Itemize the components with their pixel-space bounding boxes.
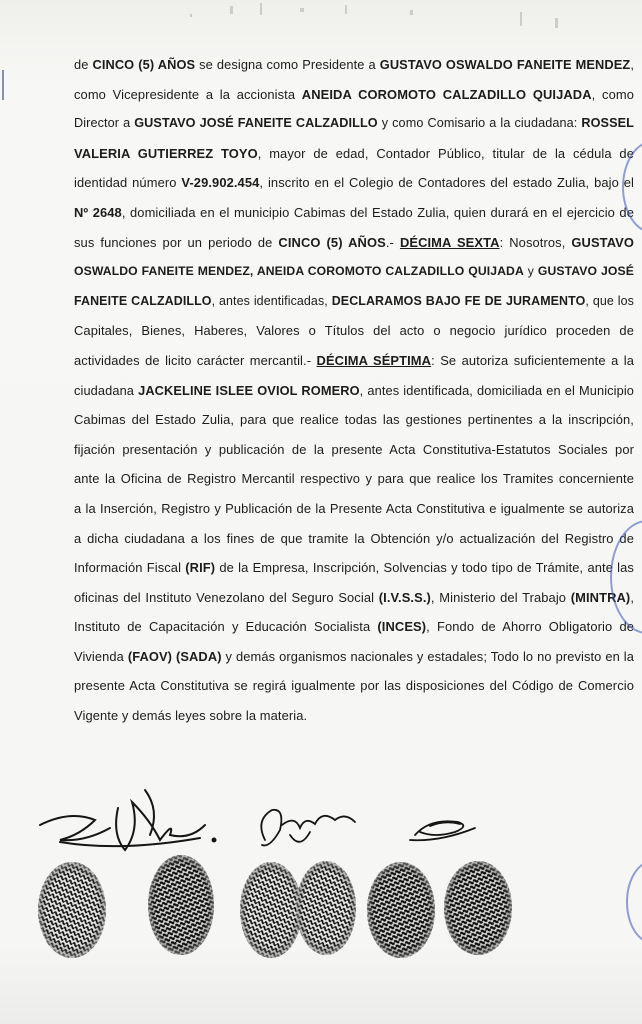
text-segment: , antes identificada, domiciliada en el Municipio bbox=[359, 382, 634, 398]
text-segment: (INCES) bbox=[377, 619, 427, 635]
text-segment: se designa como Presidente a bbox=[195, 57, 380, 72]
text-segment: JACKELINE ISLEE OVIOL ROMERO bbox=[138, 382, 360, 398]
text-segment: ROSSEL bbox=[581, 116, 635, 131]
text-line bbox=[74, 228, 634, 258]
text-line bbox=[74, 50, 634, 80]
text-segment: DECLARAMOS BAJO FE DE JURAMENTO bbox=[331, 293, 586, 308]
text-segment: V-29.902.454 bbox=[181, 175, 260, 191]
text-segment: , mayor de edad, Contador Público, titular de la cédula de bbox=[257, 145, 634, 161]
text-line bbox=[74, 435, 634, 465]
text-segment: sus funciones por un periodo de bbox=[74, 234, 279, 250]
text-line bbox=[74, 287, 634, 317]
text-segment: VALERIA GUTIERREZ TOYO bbox=[74, 145, 258, 161]
text-segment: Capitales, Bienes, Haberes, Valores o Títulos del acto o negocio jurídico proceden de bbox=[74, 323, 634, 339]
text-segment: : Se autoriza suficientemente a la bbox=[431, 352, 635, 368]
text-segment: fijación presentación y publicación de la presente Acta Constitutiva-Estatutos Sociales por bbox=[74, 441, 634, 457]
signatures-and-fingerprints bbox=[0, 780, 642, 1000]
text-line bbox=[74, 494, 634, 524]
text-segment: FANEITE CALZADILLO bbox=[74, 293, 212, 308]
text-segment: , bbox=[630, 57, 634, 72]
text-segment: ante la Oficina de Registro Mercantil respectivo y para que realice los Tramites concerniente bbox=[74, 471, 634, 487]
text-line bbox=[74, 168, 634, 198]
text-segment: Instituto de Capacitación y Educación Socialista bbox=[74, 619, 378, 635]
text-line bbox=[74, 701, 634, 731]
text-segment: Información Fiscal bbox=[74, 560, 186, 576]
text-segment: , bbox=[630, 589, 634, 605]
text-segment: (RIF) bbox=[185, 560, 216, 576]
text-segment: CINCO (5) AÑOS bbox=[92, 57, 196, 72]
text-line bbox=[74, 671, 634, 701]
text-segment: , Ministerio del Trabajo bbox=[430, 589, 571, 605]
text-segment: OSWALDO FANEITE MENDEZ, ANEIDA COROMOTO CALZADILLO QUIJADA bbox=[74, 264, 524, 279]
text-segment: Director a bbox=[74, 116, 135, 131]
text-segment: Vivienda bbox=[74, 648, 128, 664]
text-line bbox=[74, 376, 634, 406]
text-segment: Cabimas del Estado Zulia, para que realice todas las gestiones pertinentes a la inscripción, bbox=[74, 412, 634, 428]
text-segment: ANEIDA COROMOTO CALZADILLO QUIJADA bbox=[301, 86, 592, 102]
text-segment: GUSTAVO JOSÉ bbox=[537, 264, 635, 279]
text-segment: identidad número bbox=[74, 175, 182, 191]
signature-1 bbox=[40, 790, 216, 850]
text-segment: como Vicepresidente a la accionista bbox=[74, 86, 302, 102]
signature-2 bbox=[261, 810, 355, 846]
text-segment: DÉCIMA SEXTA bbox=[399, 234, 500, 250]
text-segment: CINCO (5) AÑOS bbox=[278, 234, 386, 250]
text-line bbox=[74, 553, 634, 583]
text-segment: .- bbox=[385, 234, 400, 250]
scan-noise bbox=[0, 0, 642, 40]
text-segment: oficinas del Instituto Venezolano del Seguro Social bbox=[74, 589, 379, 605]
text-segment: de la Empresa, Inscripción, Solvencias y todo tipo de Trámite, ante las bbox=[215, 560, 634, 576]
text-line bbox=[74, 524, 634, 554]
fingerprint-row bbox=[38, 855, 512, 958]
text-segment: y demás organismos nacionales y estadales; Todo lo no previsto en la bbox=[221, 648, 635, 664]
text-segment: , domiciliada en el municipio Cabimas del Estado Zulia, quien durará en el ejercicio de bbox=[121, 204, 634, 220]
text-segment: de bbox=[74, 57, 93, 72]
text-segment: , inscrito en el Colegio de Contadores del estado Zulia, bajo el bbox=[259, 175, 634, 191]
text-line bbox=[74, 257, 634, 287]
text-segment: ciudadana bbox=[74, 382, 139, 398]
text-segment: GUSTAVO OSWALDO FANEITE MENDEZ bbox=[379, 57, 631, 72]
text-line bbox=[74, 612, 634, 642]
text-segment: Nº 2648 bbox=[74, 204, 122, 220]
text-line bbox=[74, 583, 634, 613]
text-segment: DÉCIMA SÉPTIMA bbox=[316, 352, 432, 368]
text-segment: Vigente y demás leyes sobre la materia. bbox=[74, 708, 308, 724]
text-segment: actividades de licito carácter mercantil.- bbox=[74, 352, 317, 368]
text-line bbox=[74, 464, 634, 494]
text-segment: , antes identificadas, bbox=[211, 293, 332, 308]
text-line bbox=[74, 642, 634, 672]
legal-text-block bbox=[74, 50, 634, 731]
text-segment: y como Comisario a la ciudadana: bbox=[377, 116, 582, 131]
text-segment: y bbox=[523, 264, 538, 279]
margin-mark bbox=[2, 70, 4, 100]
text-segment: GUSTAVO JOSÉ FANEITE CALZADILLO bbox=[134, 116, 378, 131]
text-line bbox=[74, 139, 634, 169]
text-line bbox=[74, 316, 634, 346]
text-segment: (MINTRA) bbox=[570, 589, 631, 605]
text-segment: a dicha ciudadana a los fines de que tramite la Obtención y/o actualización del Registro de bbox=[74, 530, 634, 546]
text-segment: GUSTAVO bbox=[571, 234, 635, 250]
text-segment: , que los bbox=[585, 293, 634, 308]
signature-3 bbox=[410, 821, 475, 840]
text-segment: a la Inserción, Registro y Publicación de la Presente Acta Constitutiva e igualmente se autoriza bbox=[74, 500, 634, 516]
text-segment: (I.V.S.S.) bbox=[378, 589, 431, 605]
text-segment: presente Acta Constitutiva se regirá igualmente por las disposiciones del Código de Comercio bbox=[74, 678, 634, 694]
text-line bbox=[74, 405, 634, 435]
text-segment: : Nosotros, bbox=[499, 234, 572, 250]
text-line bbox=[74, 80, 634, 110]
text-line bbox=[74, 198, 634, 228]
text-segment: , como bbox=[591, 86, 634, 102]
text-segment: , Fondo de Ahorro Obligatorio de bbox=[426, 619, 634, 635]
text-line bbox=[74, 109, 634, 139]
text-line bbox=[74, 346, 634, 376]
text-segment: (FAOV) (SADA) bbox=[127, 648, 222, 664]
